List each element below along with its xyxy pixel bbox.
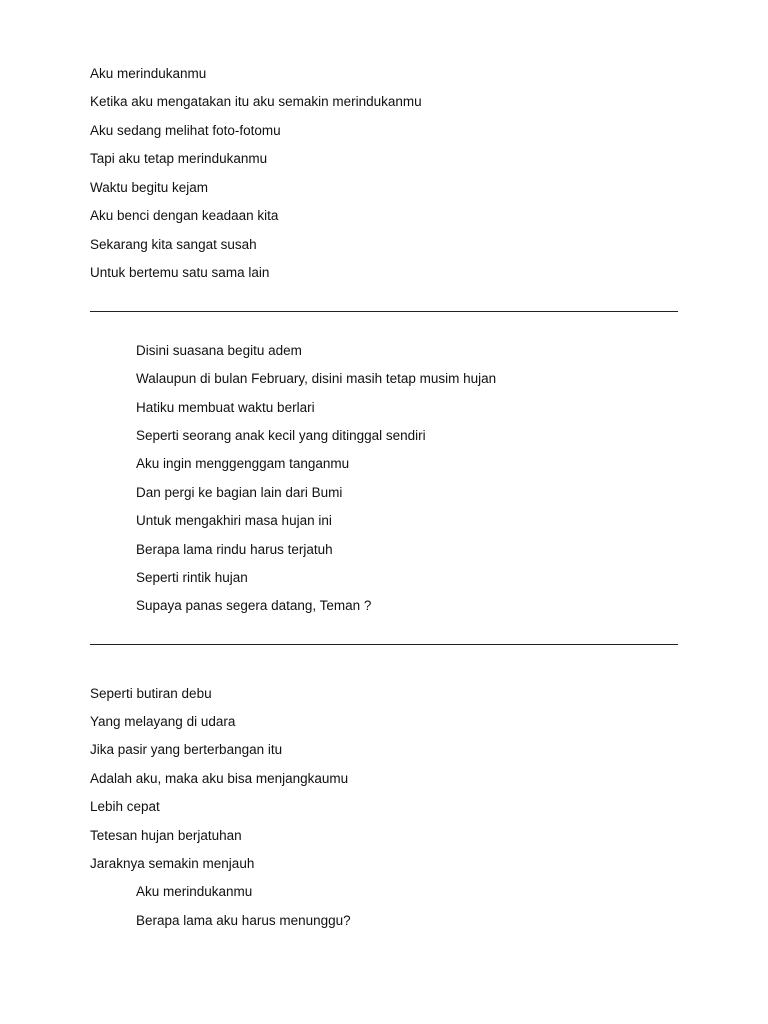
divider-1 [90,311,678,312]
stanza3-line-3: Jika pasir yang berterbangan itu [90,742,283,757]
stanza3-line-2: Yang melayang di udara [90,714,236,729]
stanza2-line-4: Seperti seorang anak kecil yang ditinggal sendiri [136,428,426,443]
stanza2-line-1: Disini suasana begitu adem [136,343,302,358]
stanza3-line-7: Jaraknya semakin menjauh [90,856,255,871]
stanza2-line-5: Aku ingin menggenggam tanganmu [136,456,350,471]
stanza1-line-3: Aku sedang melihat foto-fotomu [90,123,281,138]
stanza2-line-7: Untuk mengakhiri masa hujan ini [136,513,332,528]
stanza1-line-2: Ketika aku mengatakan itu aku semakin merindukanmu [90,94,422,109]
stanza2-line-10: Supaya panas segera datang, Teman ? [136,598,372,613]
stanza2-line-8: Berapa lama rindu harus terjatuh [136,542,333,557]
stanza2-line-9: Seperti rintik hujan [136,570,248,585]
stanza1-line-4: Tapi aku tetap merindukanmu [90,151,268,166]
stanza2-line-6: Dan pergi ke bagian lain dari Bumi [136,485,343,500]
stanza3-line-4: Adalah aku, maka aku bisa menjangkaumu [90,771,349,786]
closing-line-1: Aku merindukanmu [136,884,253,899]
stanza1-line-5: Waktu begitu kejam [90,180,209,195]
stanza1-line-1: Aku merindukanmu [90,66,207,81]
stanza3-line-5: Lebih cepat [90,799,160,814]
stanza3-line-6: Tetesan hujan berjatuhan [90,828,242,843]
stanza1-line-6: Aku benci dengan keadaan kita [90,208,279,223]
stanza2-line-3: Hatiku membuat waktu berlari [136,400,315,415]
closing-line-2: Berapa lama aku harus menunggu? [136,913,351,928]
stanza1-line-8: Untuk bertemu satu sama lain [90,265,270,280]
stanza1-line-7: Sekarang kita sangat susah [90,237,257,252]
divider-2 [90,644,678,645]
stanza3-line-1: Seperti butiran debu [90,686,212,701]
stanza2-line-2: Walaupun di bulan February, disini masih tetap musim hujan [136,371,497,386]
